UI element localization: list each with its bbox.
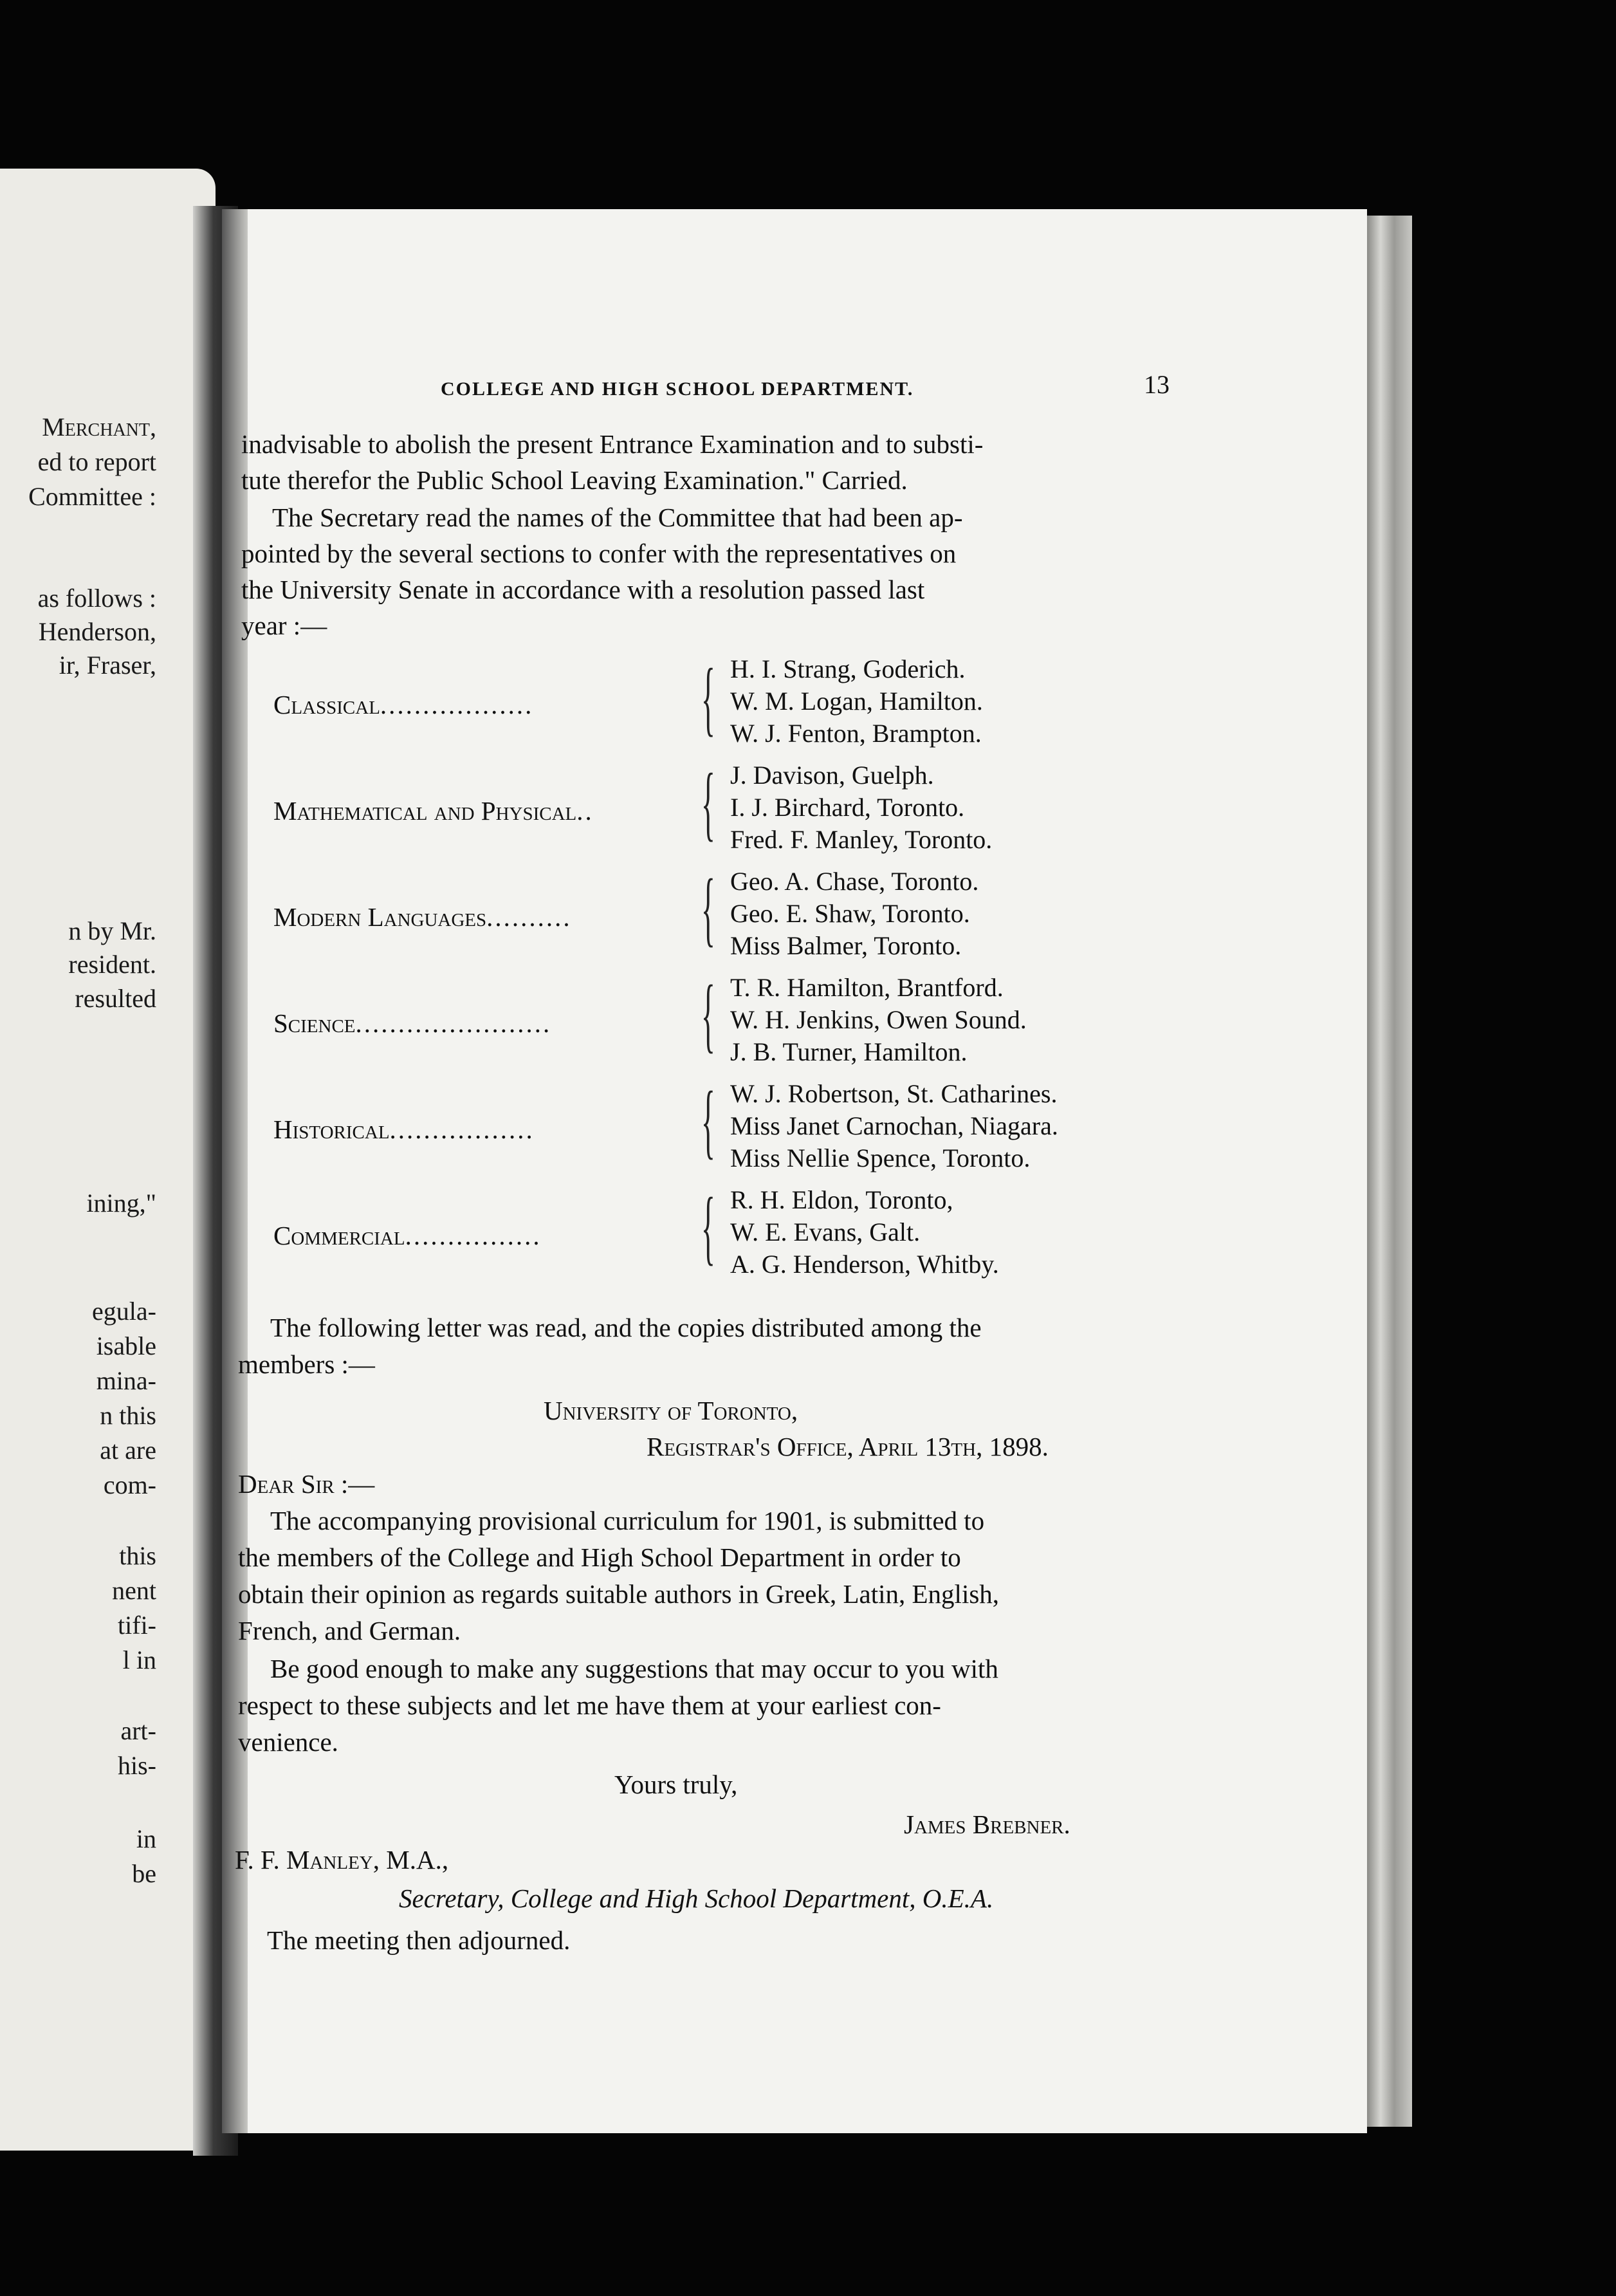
- left-fragment: n this: [100, 1401, 156, 1430]
- section-label: Commercial: [273, 1221, 405, 1250]
- paragraph-line: The Secretary read the names of the Committee that had been ap-: [272, 503, 963, 532]
- left-fragment: at are: [100, 1436, 156, 1465]
- letter-line: The accompanying provisional curriculum for 1901, is submitted to: [270, 1506, 985, 1535]
- brace: {: [701, 968, 715, 1061]
- member-name: Geo. A. Chase, Toronto.: [730, 867, 979, 896]
- left-fragment: nent: [112, 1576, 156, 1605]
- left-fragment: ir, Fraser,: [59, 651, 156, 680]
- closing-line: The meeting then adjourned.: [267, 1925, 571, 1955]
- letter-line: the members of the College and High School Department in order to: [238, 1542, 961, 1572]
- letter-salutation: Dear Sir :—: [238, 1469, 375, 1499]
- section-label: Classical: [273, 690, 380, 719]
- brace: {: [701, 757, 715, 849]
- page-number: 13: [1144, 370, 1170, 399]
- brace: {: [701, 862, 715, 955]
- member-name: Fred. F. Manley, Toronto.: [730, 825, 993, 854]
- left-fragment: n by Mr.: [68, 916, 156, 945]
- left-fragment: Henderson,: [38, 617, 156, 646]
- letter-closing: Yours truly,: [614, 1770, 738, 1799]
- member-name: W. J. Robertson, St. Catharines.: [730, 1079, 1058, 1108]
- member-name: W. E. Evans, Galt.: [730, 1217, 921, 1246]
- letter-line: Be good enough to make any suggestions that may occur to you with: [270, 1654, 998, 1683]
- letter-line: respect to these subjects and let me have them at your earliest con-: [238, 1690, 941, 1720]
- member-name: W. J. Fenton, Brampton.: [730, 719, 982, 748]
- brace: {: [701, 652, 715, 745]
- previous-page: [0, 169, 216, 2151]
- member-name: Miss Janet Carnochan, Niagara.: [730, 1111, 1058, 1140]
- addressee-name: F. F. Manley, M.A.,: [235, 1845, 449, 1875]
- running-head: COLLEGE AND HIGH SCHOOL DEPARTMENT.: [441, 378, 914, 400]
- paragraph-line: tute therefor the Public School Leaving Examination." Carried.: [241, 465, 908, 495]
- left-fragment: resident.: [68, 950, 156, 979]
- left-fragment: in: [136, 1824, 156, 1853]
- member-name: Geo. E. Shaw, Toronto.: [730, 899, 970, 928]
- member-name: J. B. Turner, Hamilton.: [730, 1037, 968, 1066]
- left-fragment: com-: [103, 1470, 156, 1499]
- left-fragment: ed to report: [37, 447, 156, 476]
- member-name: J. Davison, Guelph.: [730, 761, 934, 790]
- paragraph-line: members :—: [238, 1349, 375, 1379]
- brace: {: [701, 1075, 715, 1167]
- letter-line: venience.: [238, 1727, 338, 1757]
- section-label: Historical: [273, 1115, 390, 1144]
- left-fragment: this: [119, 1541, 156, 1570]
- leader-dots: .......................: [355, 1008, 552, 1038]
- paragraph-line: pointed by the several sections to confer with the representatives on: [241, 539, 957, 568]
- paragraph-line: The following letter was read, and the copies distributed among the: [270, 1313, 982, 1342]
- member-name: W. M. Logan, Hamilton.: [730, 687, 983, 716]
- letter-line: French, and German.: [238, 1616, 461, 1645]
- member-name: T. R. Hamilton, Brantford.: [730, 973, 1004, 1002]
- leader-dots: ..: [576, 796, 594, 826]
- left-fragment: isable: [96, 1331, 156, 1360]
- leader-dots: ..................: [380, 690, 534, 719]
- left-fragment: his-: [118, 1751, 156, 1780]
- left-fragment: Committee :: [28, 482, 156, 511]
- left-fragment: Merchant,: [42, 412, 156, 441]
- member-name: R. H. Eldon, Toronto,: [730, 1185, 953, 1214]
- page-edge: [1367, 216, 1412, 2127]
- leader-dots: .................: [389, 1115, 535, 1144]
- member-name: A. G. Henderson, Whitby.: [730, 1250, 999, 1279]
- leader-dots: ..........: [486, 902, 572, 932]
- member-name: W. H. Jenkins, Owen Sound.: [730, 1005, 1027, 1034]
- brace: {: [701, 1181, 715, 1273]
- left-fragment: resulted: [75, 984, 156, 1013]
- letter-signature: James Brebner.: [904, 1810, 1070, 1839]
- member-name: I. J. Birchard, Toronto.: [730, 793, 965, 822]
- letter-line: obtain their opinion as regards suitable authors in Greek, Latin, English,: [238, 1579, 1000, 1609]
- left-fragment: be: [132, 1859, 156, 1888]
- leader-dots: ................: [405, 1221, 542, 1250]
- left-fragment: ining,": [86, 1189, 156, 1217]
- left-fragment: mina-: [96, 1366, 156, 1395]
- letter-address: University of Toronto,: [544, 1396, 798, 1425]
- section-label: Science: [273, 1008, 356, 1038]
- paragraph-line: the University Senate in accordance with a resolution passed last: [241, 575, 925, 604]
- paragraph-line: year :—: [241, 611, 327, 640]
- member-name: Miss Balmer, Toronto.: [730, 931, 962, 960]
- paragraph-line: inadvisable to abolish the present Entrance Examination and to substi-: [241, 429, 984, 459]
- addressee-title: Secretary, College and High School Department, O.E.A.: [399, 1884, 994, 1913]
- book-page: [222, 209, 1367, 2133]
- section-label: Mathematical and Physical: [273, 796, 577, 826]
- left-fragment: as follows :: [37, 584, 156, 613]
- left-fragment: art-: [120, 1716, 156, 1745]
- letter-address-date: Registrar's Office, April 13th, 1898.: [647, 1432, 1049, 1461]
- left-fragment: tifi-: [118, 1611, 156, 1640]
- member-name: Miss Nellie Spence, Toronto.: [730, 1143, 1031, 1172]
- member-name: H. I. Strang, Goderich.: [730, 654, 966, 683]
- left-fragment: egula-: [92, 1297, 156, 1326]
- section-label: Modern Languages: [273, 902, 487, 932]
- left-fragment: l in: [122, 1645, 156, 1674]
